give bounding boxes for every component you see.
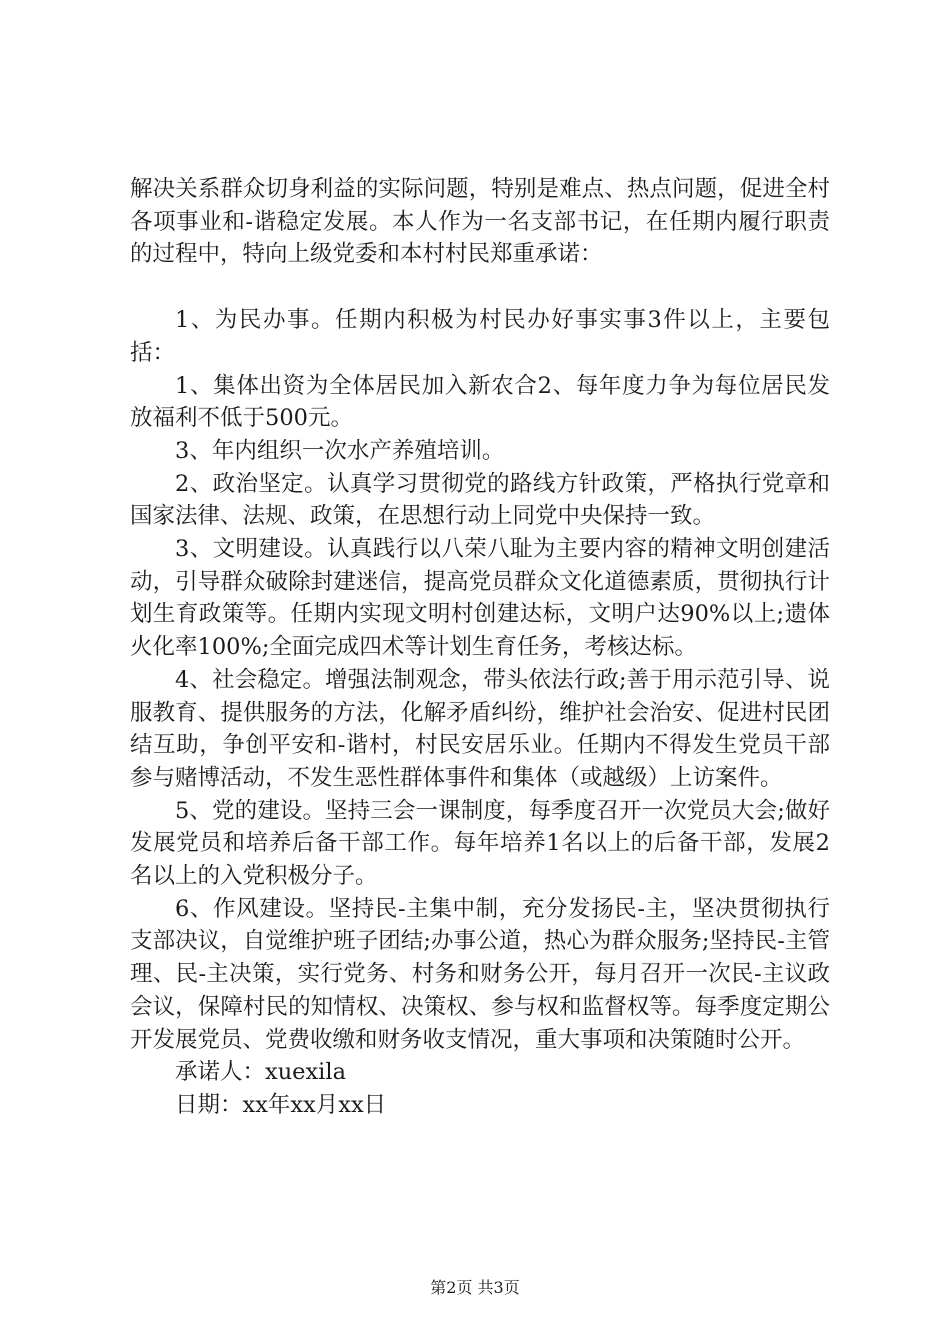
- date-line: 日期：xx年xx月xx日: [175, 1091, 387, 1118]
- paragraph-gap: [130, 271, 830, 304]
- document-body: [130, 173, 830, 1122]
- intro-paragraph: 解决关系群众切身利益的实际问题，特别是难点、热点问题，促进全村各项事业和-谐稳定发展。本人作为一名支部书记，在任期内履行职责的过程中，特向上级党委和本村村民郑重承诺：: [130, 176, 830, 268]
- page-number-label: 第2页 共3页: [430, 1278, 520, 1297]
- commitment-5-paragraph: 5、党的建设。坚持三会一课制度，每季度召开一次党员大会;做好发展党员和培养后备干部工作。每年培养1名以上的后备干部，发展2名以上的入党积极分子。: [130, 797, 830, 890]
- commitment-3-paragraph: 3、文明建设。认真践行以八荣八耻为主要内容的精神文明创建活动，引导群众破除封建迷信，提高党员群众文化道德素质，贯彻执行计划生育政策等。任期内实现文明村创建达标，文明户达90%以上;遗体火化率100%;全面完成四术等计划生育任务，考核达标。: [130, 536, 830, 661]
- commitment-6-paragraph: 6、作风建设。坚持民-主集中制，充分发扬民-主，坚决贯彻执行支部决议，自觉维护班子团结;办事公道，热心为群众服务;坚持民-主管理、民-主决策，实行党务、村务和财务公开，每月召开一次民-主议政会议，保障村民的知情权、决策权、参与权和监督权等。每季度定期公开发展党员、党费收缴和财务收支情况，重大事项和决策随时公开。: [130, 895, 830, 1053]
- commitment-1-paragraph: 1、为民办事。任期内积极为村民办好事实事3件以上，主要包括：: [130, 307, 830, 366]
- commitment-2-paragraph: 2、政治坚定。认真学习贯彻党的路线方针政策，严格执行党章和国家法律、法规、政策，在思想行动上同党中央保持一致。: [130, 470, 830, 530]
- commitment-1-item-3: 3、年内组织一次水产养殖培训。: [175, 437, 505, 464]
- commitment-4-paragraph: 4、社会稳定。增强法制观念，带头依法行政;善于用示范引导、说服教育、提供服务的方法，化解矛盾纠纷，维护社会治安、促进村民团结互助，争创平安和-谐村，村民安居乐业。任期内不得发生党员干部参与赌博活动，不发生恶性群体事件和集体（或越级）上访案件。: [130, 666, 830, 791]
- signature-line: 承诺人：xuexila: [175, 1059, 346, 1086]
- commitment-1-item-1-2: 1、集体出资为全体居民加入新农合2、每年度力争为每位居民发放福利不低于500元。: [130, 372, 830, 432]
- page-footer: [0, 1278, 950, 1298]
